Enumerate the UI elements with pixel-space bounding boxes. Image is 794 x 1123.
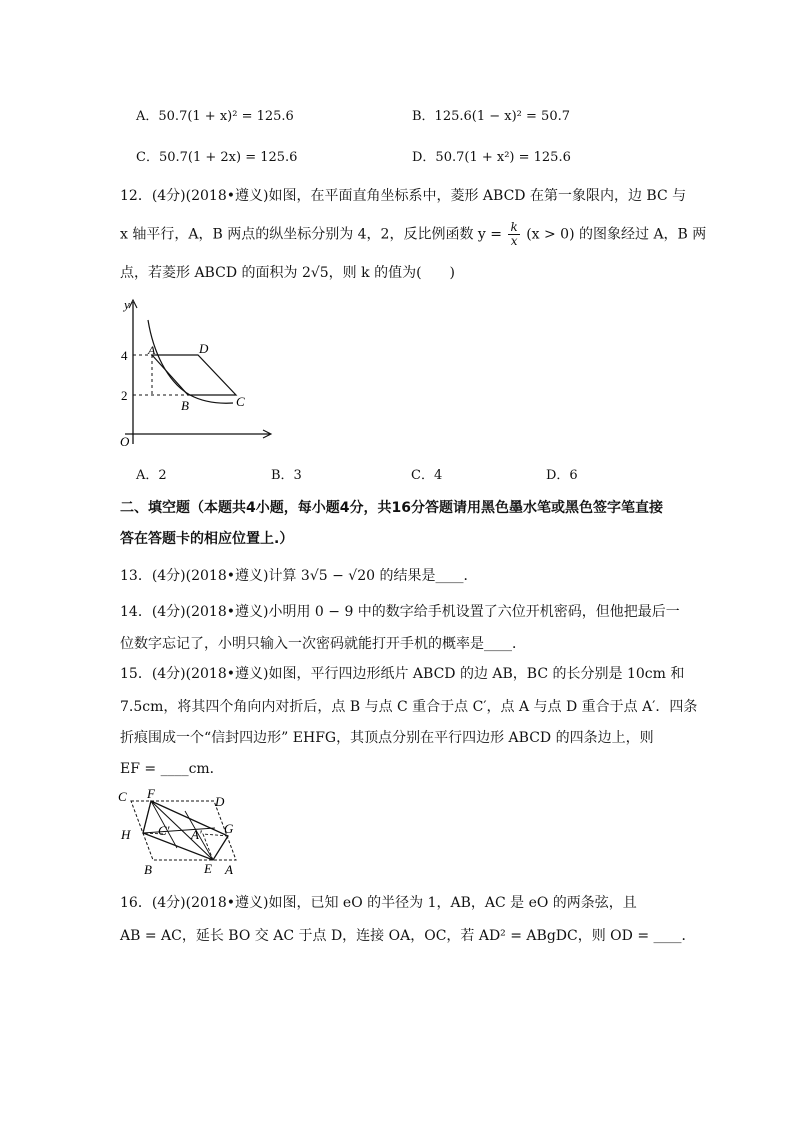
q15-label-D: D	[215, 794, 225, 809]
q12-label-4: 4	[121, 348, 128, 363]
q15-label-E: E	[204, 861, 212, 876]
q15-label-F: F	[147, 786, 155, 801]
q12-label-O: O	[120, 434, 130, 448]
q11-option-c: C．50.7(1 + 2x) = 125.6	[136, 150, 298, 165]
q15-label-Ap: A′	[191, 827, 202, 842]
q12-option-b: B．3	[271, 468, 302, 483]
q15-label-C: C	[118, 789, 127, 804]
q15-label-B: B	[144, 862, 152, 877]
q15-line-inner-1	[143, 828, 215, 833]
q12-line-2	[120, 221, 706, 248]
section-2-heading-line-1: 二、填空题（本题共4小题，每小题4分，共16分答题请用黑色墨水笔或黑色签字笔直接	[120, 500, 663, 516]
q12-label-A: A	[148, 343, 156, 357]
q15-label-A: A	[225, 862, 233, 877]
q12-label-D: D	[199, 341, 209, 356]
q15-line-3: 折痕围成一个“信封四边形” EHFG，其顶点分别在平行四边形 ABCD 的四条边上，则	[120, 730, 654, 746]
q11-option-a: A．50.7(1 + x)² = 125.6	[136, 109, 294, 124]
q15-label-G: G	[224, 821, 234, 836]
q16-line-1: 16．(4分)(2018•遵义)如图，已知 eO 的半径为 1，AB，AC 是 eO 的两条弦，且	[120, 895, 637, 911]
q15-line-1: 15．(4分)(2018•遵义)如图，平行四边形纸片 ABCD 的边 AB，BC 的长分别是 10cm 和	[120, 666, 685, 682]
q12-fraction-den: x	[510, 234, 518, 248]
q12-line-1: 12．(4分)(2018•遵义)如图，在平面直角坐标系中，菱形 ABCD 在第一象限内，边 BC 与	[120, 188, 687, 204]
q15-line-4: EF = ____cm．	[120, 761, 224, 777]
q12-line-2b: (x > 0) 的图象经过 A，B 两	[526, 226, 707, 243]
q12-label-y: y	[124, 297, 130, 312]
q12-option-a: A．2	[136, 468, 167, 483]
section-2-heading-line-2: 答在答题卡的相应位置上.）	[120, 531, 294, 547]
q12-fraction	[508, 221, 519, 248]
q12-option-c: C．4	[411, 468, 443, 483]
q12-hyperbola	[148, 320, 233, 403]
q11-option-b: B．125.6(1 − x)² = 50.7	[412, 109, 570, 124]
q15-figure	[115, 786, 245, 878]
q12-fraction-num: k	[510, 220, 518, 234]
q13-text: 13．(4分)(2018•遵义)计算 3√5 − √20 的结果是____．	[120, 568, 478, 584]
q11-option-d: D．50.7(1 + x²) = 125.6	[412, 150, 571, 165]
q12-line-2a: x 轴平行，A，B 两点的纵坐标分别为 4，2，反比例函数 y =	[120, 226, 502, 243]
q16-line-2: AB = AC，延长 BO 交 AC 于点 D，连接 OA，OC，若 AD² = ABgDC，则 OD = ____．	[120, 928, 696, 944]
q12-line-3: 点，若菱形 ABCD 的面积为 2√5，则 k 的值为( )	[120, 265, 455, 281]
q12-rhombus	[152, 355, 236, 395]
q14-line-1: 14．(4分)(2018•遵义)小明用 0 − 9 中的数字给手机设置了六位开机密码，但他把最后一	[120, 604, 680, 620]
q12-label-2: 2	[121, 388, 128, 403]
q12-label-B: B	[181, 398, 189, 413]
q12-label-C: C	[236, 394, 245, 409]
q12-figure	[115, 296, 280, 448]
q15-label-Cp: C′	[158, 823, 170, 838]
q12-option-d: D．6	[546, 468, 578, 483]
q15-line-2: 7.5cm，将其四个角向内对折后，点 B 与点 C 重合于点 C′，点 A 与点 D 重合于点 A′．四条	[120, 699, 698, 715]
q15-label-H: H	[121, 827, 131, 842]
q14-line-2: 位数字忘记了，小明只输入一次密码就能打开手机的概率是____．	[120, 636, 526, 652]
